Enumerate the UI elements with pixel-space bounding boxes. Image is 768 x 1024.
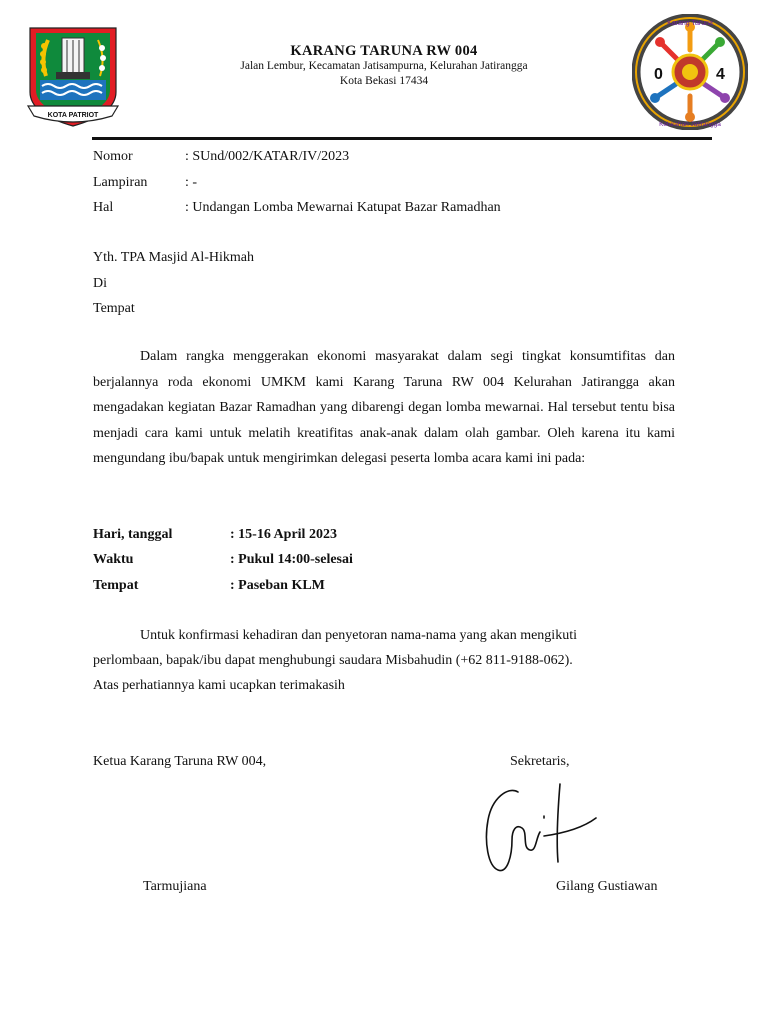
organization-name: KARANG TARUNA RW 004: [290, 43, 478, 59]
svg-text:4: 4: [716, 66, 725, 83]
lampiran-value: : -: [185, 175, 198, 190]
handwritten-signature: [478, 778, 606, 876]
svg-text:KOTA PATRIOT: KOTA PATRIOT: [47, 112, 99, 119]
lampiran-label: Lampiran: [93, 175, 148, 190]
nomor-value: : SUnd/002/KATAR/IV/2023: [185, 149, 350, 164]
event-place-label: Tempat: [93, 578, 139, 593]
hal-label: Hal: [93, 200, 114, 215]
event-place-value: : Paseban KLM: [230, 578, 325, 593]
recipient-line-3: Tempat: [93, 301, 135, 316]
event-time-label: Waktu: [93, 552, 134, 567]
recipient-line-2: Di: [93, 276, 107, 291]
svg-text:Kelurahan Jatirangga: Kelurahan Jatirangga: [659, 121, 721, 128]
closing-line-3: Atas perhatiannya kami ucapkan terimakasih: [93, 678, 345, 693]
hal-value: : Undangan Lomba Mewarnai Katupat Bazar Ramadhan: [185, 200, 501, 215]
nomor-label: Nomor: [93, 149, 133, 164]
event-date-value: : 15-16 April 2023: [230, 527, 337, 542]
right-signatory-title: Sekretaris,: [510, 754, 570, 769]
event-date-label: Hari, tanggal: [93, 527, 173, 542]
body-paragraph: Dalam rangka menggerakan ekonomi masyarakat dalam segi tingkat konsumtifitas dan berjalannya roda ekonomi UMKM kami Karang Taruna RW 004 Kelurahan Jatirangga akan mengadakan kegiatan Bazar Ramadhan yang dibarengi degan lomba mewarnai. Hal tersebut tentu bisa menjadi cara kami untuk melatih kreatifitas anak-anak dalam olah gambar. Oleh karena itu kami mengundang ibu/bapak untuk mengirimkan delegasi peserta lomba acara kami ini pada:: [93, 349, 675, 467]
karang-taruna-logo-icon: [632, 14, 748, 130]
address-line-1: Jalan Lembur, Kecamatan Jatisampurna, Kelurahan Jatirangga: [240, 60, 528, 72]
recipient-line-1: Yth. TPA Masjid Al-Hikmah: [93, 250, 255, 265]
svg-text:0: 0: [654, 66, 663, 83]
right-signatory-name: Gilang Gustiawan: [556, 879, 658, 894]
event-time-value: : Pukul 14:00-selesai: [230, 552, 353, 567]
closing-line-2: perlombaan, bapak/ibu dapat menghubungi saudara Misbahudin (+62 811-9188-062).: [93, 653, 573, 668]
closing-line-1: Untuk konfirmasi kehadiran dan penyetoran nama-nama yang akan mengikuti: [140, 628, 577, 643]
svg-text:Karang Taruna: Karang Taruna: [667, 20, 713, 27]
left-signatory-name: Tarmujiana: [143, 879, 207, 894]
letterhead-divider: [92, 137, 712, 140]
address-line-2: Kota Bekasi 17434: [339, 75, 429, 87]
left-signatory-title: Ketua Karang Taruna RW 004,: [93, 754, 267, 769]
